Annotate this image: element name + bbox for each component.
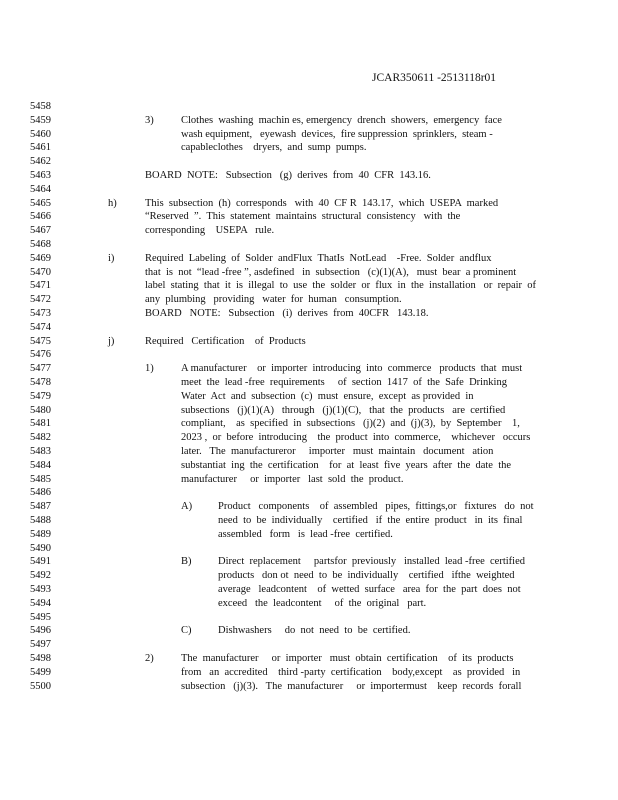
document-line xyxy=(0,307,618,321)
section-label: B) xyxy=(181,556,192,568)
line-number: 5463 xyxy=(30,170,51,181)
document-line xyxy=(0,238,618,252)
line-text: 2023 , or before introducing the product into commerce, whichever occurs xyxy=(181,432,531,444)
document-line xyxy=(0,500,618,514)
line-number: 5493 xyxy=(30,584,51,595)
document-line xyxy=(0,597,618,611)
line-number: 5472 xyxy=(30,294,51,306)
line-text: Product components of assembled pipes, fittings,or fixtures do not xyxy=(218,501,534,513)
document-line xyxy=(0,431,618,445)
document-line xyxy=(0,459,618,473)
document-line xyxy=(0,638,618,652)
line-text: Required Labeling of Solder andFlux ThatIs NotLead -Free. Solder andflux xyxy=(145,252,492,264)
document-line xyxy=(0,197,618,211)
line-number: 5483 xyxy=(30,446,51,457)
line-text: capableclothes dryers, and sump pumps. xyxy=(181,142,367,154)
line-text: products don ot need to be individually certified ifthe weighted xyxy=(218,570,515,582)
document-line xyxy=(0,362,618,376)
document-line xyxy=(0,624,618,638)
document-line xyxy=(0,141,618,155)
line-text: any plumbing providing water for human consumption. xyxy=(145,294,402,306)
document-line xyxy=(0,417,618,431)
section-label: 1) xyxy=(145,363,154,375)
line-number: 5499 xyxy=(30,666,51,678)
line-number: 5459 xyxy=(30,114,51,126)
line-text: Clothes washing machin es, emergency drench showers, emergency face xyxy=(181,114,502,126)
document-line xyxy=(0,266,618,280)
line-number: 5470 xyxy=(30,266,51,278)
line-number: 5479 xyxy=(30,390,51,402)
line-text: average leadcontent of wetted surface area for the part does not xyxy=(218,584,521,595)
document-line xyxy=(0,666,618,680)
line-number: 5486 xyxy=(30,487,51,499)
document-line xyxy=(0,100,618,114)
line-text: BOARD NOTE: Subsection (g) derives from 40 CFR 143.16. xyxy=(145,170,431,181)
line-number: 5462 xyxy=(30,156,51,168)
document-line xyxy=(0,155,618,169)
line-number: 5500 xyxy=(30,680,51,692)
line-number: 5489 xyxy=(30,528,51,540)
line-text: that is not “lead -free ”, asdefined in subsection (c)(1)(A), must bear a prominent xyxy=(145,266,517,278)
line-text: later. The manufactureror importer must maintain document ation xyxy=(181,446,494,457)
line-number: 5469 xyxy=(30,252,51,264)
line-number: 5487 xyxy=(30,501,51,513)
line-number: 5490 xyxy=(30,542,51,554)
document-line xyxy=(0,321,618,335)
line-number: 5458 xyxy=(30,101,51,112)
line-number: 5482 xyxy=(30,432,51,444)
document-line xyxy=(0,611,618,625)
line-text: BOARD NOTE: Subsection (i) derives from 40CFR 143.18. xyxy=(145,308,429,319)
line-number: 5484 xyxy=(30,459,51,471)
line-number: 5480 xyxy=(30,404,51,416)
line-text: Required Certification of Products xyxy=(145,335,306,347)
line-text: The manufacturer or importer must obtain certification of its products xyxy=(181,653,514,664)
document-line xyxy=(0,293,618,307)
section-label: C) xyxy=(181,625,192,637)
document-line xyxy=(0,252,618,266)
line-number: 5473 xyxy=(30,308,51,319)
line-number: 5481 xyxy=(30,418,51,430)
line-number: 5474 xyxy=(30,321,51,333)
section-label: h) xyxy=(108,197,117,209)
line-number: 5485 xyxy=(30,473,51,485)
document-line xyxy=(0,569,618,583)
line-text: This subsection (h) corresponds with 40 CF R 143.17, which USEPA marked xyxy=(145,197,499,209)
document-line xyxy=(0,390,618,404)
section-label: i) xyxy=(108,252,115,264)
document-line xyxy=(0,279,618,293)
line-text: need to be individually certified if the entire product in its final xyxy=(218,515,523,526)
section-label: A) xyxy=(181,501,193,513)
document-line xyxy=(0,335,618,349)
document-line xyxy=(0,555,618,569)
document-line xyxy=(0,445,618,459)
line-number: 5461 xyxy=(30,142,51,154)
line-number: 5471 xyxy=(30,280,51,292)
section-label: 3) xyxy=(145,114,154,126)
line-text: substantiat ing the certification for at least five years after the date the xyxy=(181,459,512,471)
line-text: subsection (j)(3). The manufacturer or importermust keep records forall xyxy=(181,680,522,692)
line-text: compliant, as specified in subsections (j)(2) and (j)(3), by September 1, xyxy=(181,418,520,430)
document-line xyxy=(0,542,618,556)
document-line xyxy=(0,169,618,183)
line-number: 5491 xyxy=(30,556,51,568)
line-text: A manufacturer or importer introducing into commerce products that must xyxy=(181,363,523,375)
line-number: 5495 xyxy=(30,611,51,623)
line-number: 5477 xyxy=(30,363,51,375)
document-line xyxy=(0,210,618,224)
line-text: meet the lead -free requirements of section 1417 of the Safe Drinking xyxy=(181,377,507,388)
document-line xyxy=(0,528,618,542)
document-line xyxy=(0,486,618,500)
section-label: 2) xyxy=(145,653,154,664)
line-text: manufacturer or importer last sold the product. xyxy=(181,473,404,485)
line-text: exceed the leadcontent of the original part. xyxy=(218,597,427,609)
line-text: Direct replacement partsfor previously installed lead -free certified xyxy=(218,556,525,568)
line-number: 5492 xyxy=(30,570,51,582)
line-text: corresponding USEPA rule. xyxy=(145,225,275,237)
document-line xyxy=(0,376,618,390)
line-number: 5494 xyxy=(30,597,51,609)
line-text: from an accredited third -party certification body,except as provided in xyxy=(181,666,521,678)
document-header-id: JCAR350611 -2513118r01 xyxy=(372,72,497,84)
line-number: 5466 xyxy=(30,211,51,223)
document-line xyxy=(0,224,618,238)
line-number: 5488 xyxy=(30,515,51,526)
line-number: 5465 xyxy=(30,197,51,209)
document-line xyxy=(0,404,618,418)
line-number: 5460 xyxy=(30,128,51,140)
line-text: “Reserved ”. This statement maintains structural consistency with the xyxy=(145,211,461,223)
line-text: subsections (j)(1)(A) through (j)(1)(C), that the products are certified xyxy=(181,404,506,416)
line-number: 5475 xyxy=(30,335,51,347)
line-number: 5467 xyxy=(30,225,51,237)
document-line xyxy=(0,652,618,666)
document-line xyxy=(0,680,618,694)
line-number: 5478 xyxy=(30,377,51,388)
document-line xyxy=(0,348,618,362)
line-text: Water Act and subsection (c) must ensure, except as provided in xyxy=(181,390,474,402)
document-line xyxy=(0,183,618,197)
document-line xyxy=(0,473,618,487)
line-number: 5497 xyxy=(30,639,51,651)
line-number: 5476 xyxy=(30,349,51,361)
line-number: 5496 xyxy=(30,625,51,637)
line-text: label stating that it is illegal to use the solder or flux in the installation or repair of xyxy=(145,280,537,292)
line-number: 5468 xyxy=(30,239,51,250)
section-label: j) xyxy=(108,335,115,347)
line-text: wash equipment, eyewash devices, fire suppression sprinklers, steam - xyxy=(181,128,493,140)
document-line xyxy=(0,514,618,528)
document-line xyxy=(0,114,618,128)
document-line xyxy=(0,583,618,597)
line-number: 5464 xyxy=(30,183,51,195)
document-line xyxy=(0,128,618,142)
line-text: Dishwashers do not need to be certified. xyxy=(218,625,411,637)
line-text: assembled form is lead -free certified. xyxy=(218,528,393,540)
line-number: 5498 xyxy=(30,653,51,664)
